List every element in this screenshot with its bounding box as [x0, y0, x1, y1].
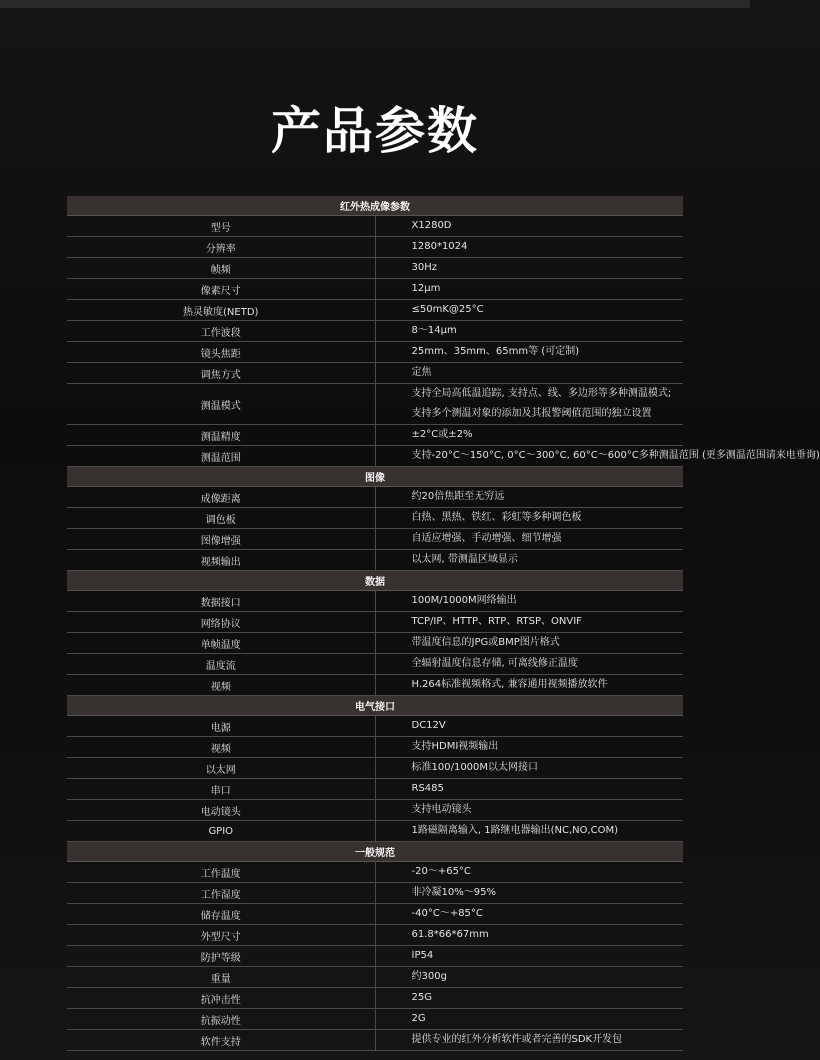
spec-value: [375, 967, 683, 988]
spec-value-line: 支持HDMI视频输出: [411, 741, 499, 752]
spec-value: [375, 716, 683, 737]
section-header: [67, 467, 683, 487]
spec-row: [67, 363, 683, 384]
spec-label: 视频: [67, 675, 375, 696]
spec-value: [375, 1030, 683, 1051]
spec-value: [375, 675, 683, 696]
top-bar: [0, 0, 750, 8]
spec-value-line: 61.8*66*67mm: [411, 929, 489, 940]
section-title: 数据: [67, 571, 683, 591]
spec-value-line: TCP/IP、HTTP、RTP、RTSP、ONVIF: [411, 616, 582, 627]
spec-value: [375, 258, 683, 279]
spec-label: 镜头焦距: [67, 342, 375, 363]
spec-label: 帧频: [67, 258, 375, 279]
spec-value-line: 定焦: [411, 367, 432, 378]
spec-label: 单帧温度: [67, 633, 375, 654]
spec-table-body: [67, 196, 820, 1051]
spec-value-line: 支持电动镜头: [411, 804, 472, 815]
spec-value-line: 全辐射温度信息存储, 可离线修正温度: [411, 658, 578, 669]
spec-value-line: 带温度信息的JPG或BMP图片格式: [411, 637, 560, 648]
spec-row: [67, 258, 683, 279]
spec-row: [67, 758, 683, 779]
spec-label: 网络协议: [67, 612, 375, 633]
spec-value: [375, 321, 683, 342]
spec-row: [67, 737, 683, 758]
section-title: 图像: [67, 467, 683, 487]
spec-value-line: 25mm、35mm、65mm等 (可定制): [411, 346, 580, 357]
spec-value: [375, 821, 683, 842]
spec-label: 数据接口: [67, 591, 375, 612]
spec-label: 调色板: [67, 508, 375, 529]
spec-value: [375, 363, 683, 384]
spec-row: [67, 508, 683, 529]
spec-label: 外型尺寸: [67, 925, 375, 946]
spec-row: [67, 946, 683, 967]
spec-value: [375, 737, 683, 758]
spec-row: [67, 591, 683, 612]
spec-value-line: ≤50mK@25°C: [411, 304, 484, 315]
spec-row: [67, 716, 683, 737]
spec-label: 测温范围: [67, 446, 375, 467]
spec-row: [67, 216, 683, 237]
spec-row: [67, 633, 683, 654]
spec-value: [375, 425, 683, 446]
spec-value-line: 8～14μm: [411, 325, 457, 336]
spec-value: [375, 591, 683, 612]
spec-label: 型号: [67, 216, 375, 237]
spec-row: [67, 446, 683, 467]
spec-table: [67, 196, 820, 1051]
spec-value-line: 支持多个测温对象的添加及其报警阈值范围的独立设置: [411, 408, 652, 419]
spec-row: [67, 237, 683, 258]
spec-value: [375, 550, 683, 571]
spec-row: [67, 654, 683, 675]
section-header: [67, 196, 683, 216]
spec-value-line: 提供专业的红外分析软件或者完善的SDK开发包: [411, 1034, 623, 1045]
spec-value-line: 白热、黑热、铁红、彩虹等多种调色板: [411, 512, 582, 523]
spec-label: 防护等级: [67, 946, 375, 967]
spec-value: [375, 925, 683, 946]
spec-row: [67, 321, 683, 342]
spec-value-line: 25G: [411, 992, 432, 1003]
section-header: [67, 696, 683, 716]
page-title: 产品参数: [271, 102, 479, 160]
spec-value: [375, 862, 683, 883]
spec-value: [375, 237, 683, 258]
spec-row: [67, 675, 683, 696]
spec-value: [375, 342, 683, 363]
spec-value: [375, 883, 683, 904]
spec-row: [67, 300, 683, 321]
spec-value-line: 非冷凝10%～95%: [411, 887, 496, 898]
spec-value: [375, 216, 683, 237]
spec-value: [375, 529, 683, 550]
spec-row: [67, 612, 683, 633]
spec-value-line: H.264标准视频格式, 兼容通用视频播放软件: [411, 679, 608, 690]
spec-label: 工作温度: [67, 862, 375, 883]
spec-label: 温度流: [67, 654, 375, 675]
spec-value: [375, 800, 683, 821]
spec-label: 串口: [67, 779, 375, 800]
spec-row: [67, 279, 683, 300]
spec-row: [67, 425, 683, 446]
spec-label: 抗振动性: [67, 1009, 375, 1030]
spec-label: 电源: [67, 716, 375, 737]
spec-value-line: 约20倍焦距至无穷远: [411, 491, 505, 502]
spec-value: [375, 633, 683, 654]
spec-value: [375, 487, 683, 508]
spec-row: [67, 925, 683, 946]
spec-value-line: 1280*1024: [411, 241, 468, 252]
spec-row: [67, 883, 683, 904]
section-title: 电气接口: [67, 696, 683, 716]
spec-label: 调焦方式: [67, 363, 375, 384]
spec-value: [375, 904, 683, 925]
spec-label: 分辨率: [67, 237, 375, 258]
spec-value-line: 支持全局高低温追踪, 支持点、线、多边形等多种测温模式;: [411, 388, 672, 399]
spec-value-line: 约300g: [411, 971, 447, 982]
spec-value: [375, 946, 683, 967]
spec-value: [375, 1009, 683, 1030]
spec-row: [67, 779, 683, 800]
spec-label: 像素尺寸: [67, 279, 375, 300]
spec-value-line: IP54: [411, 950, 434, 961]
spec-value: [375, 779, 683, 800]
spec-row: [67, 904, 683, 925]
spec-row: [67, 550, 683, 571]
spec-value-line: RS485: [411, 783, 444, 794]
spec-value-line: X1280D: [411, 220, 452, 231]
spec-value-line: 100M/1000M网络输出: [411, 595, 517, 606]
spec-value: [375, 508, 683, 529]
spec-row: [67, 800, 683, 821]
spec-label: 视频: [67, 737, 375, 758]
section-title: 一般规范: [67, 842, 683, 862]
spec-label: 储存温度: [67, 904, 375, 925]
spec-label: 成像距离: [67, 487, 375, 508]
spec-label: 以太网: [67, 758, 375, 779]
spec-row: [67, 487, 683, 508]
spec-value-line: ±2°C或±2%: [411, 429, 473, 440]
spec-value-line: 标准100/1000M以太网接口: [411, 762, 539, 773]
spec-label: 视频输出: [67, 550, 375, 571]
spec-label: 工作湿度: [67, 883, 375, 904]
spec-row: [67, 529, 683, 550]
spec-value-line: 12μm: [411, 283, 441, 294]
spec-label: 软件支持: [67, 1030, 375, 1051]
spec-row: [67, 1030, 683, 1051]
spec-value-line: 1路磁隔离输入, 1路继电器输出(NC,NO,COM): [411, 825, 619, 836]
spec-row: [67, 988, 683, 1009]
spec-label: 抗冲击性: [67, 988, 375, 1009]
spec-label: 重量: [67, 967, 375, 988]
spec-value-line: -20～+65°C: [411, 866, 471, 877]
spec-row: [67, 384, 683, 425]
spec-value-line: 自适应增强、手动增强、细节增强: [411, 533, 562, 544]
spec-value-line: DC12V: [411, 720, 446, 731]
spec-label: 热灵敏度(NETD): [67, 300, 375, 321]
spec-value-line: -40°C～+85°C: [411, 908, 483, 919]
spec-value: [375, 758, 683, 779]
spec-value: [375, 988, 683, 1009]
spec-row: [67, 862, 683, 883]
spec-value: [375, 612, 683, 633]
spec-label: 工作波段: [67, 321, 375, 342]
spec-label: 测温模式: [67, 384, 375, 425]
spec-row: [67, 1009, 683, 1030]
spec-value-line: 2G: [411, 1013, 426, 1024]
spec-label: 电动镜头: [67, 800, 375, 821]
spec-value: [375, 654, 683, 675]
section-header: [67, 842, 683, 862]
spec-value: [375, 300, 683, 321]
spec-value-line: 以太网, 带测温区域显示: [411, 554, 518, 565]
spec-value: [375, 384, 683, 425]
spec-value-line: 30Hz: [411, 262, 437, 273]
spec-label: GPIO: [67, 821, 375, 842]
spec-label: 测温精度: [67, 425, 375, 446]
section-title: 红外热成像参数: [67, 196, 683, 216]
section-header: [67, 571, 683, 591]
spec-value: [375, 279, 683, 300]
spec-value: [375, 446, 820, 467]
spec-row: [67, 967, 683, 988]
spec-label: 图像增强: [67, 529, 375, 550]
spec-value-line: 支持-20°C～150°C, 0°C～300°C, 60°C～600°C多种测温范围 (更多测温范围请来电垂询): [411, 450, 820, 461]
spec-row: [67, 821, 683, 842]
spec-row: [67, 342, 683, 363]
